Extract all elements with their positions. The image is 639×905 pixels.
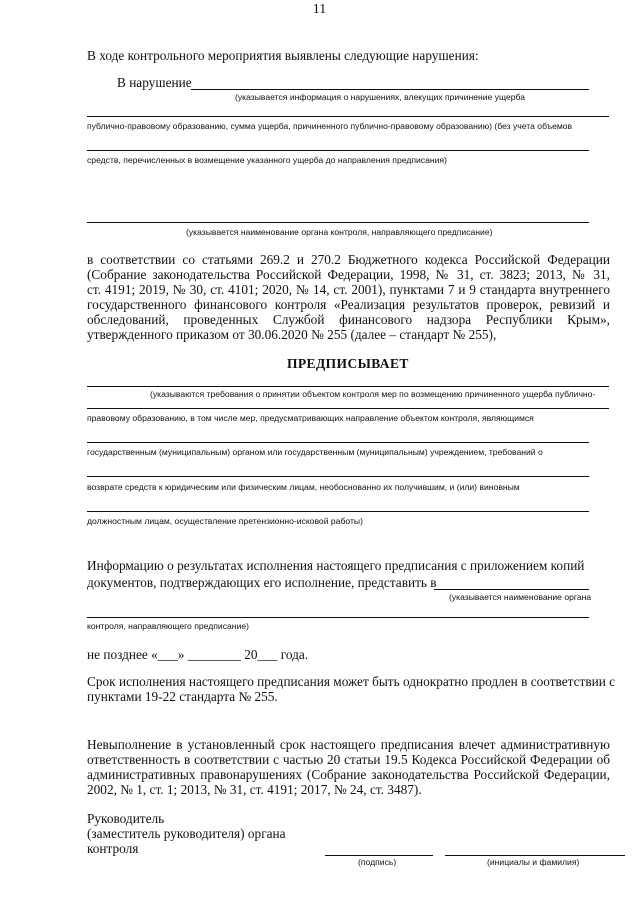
signatory-line: контроля	[87, 841, 139, 856]
fill-line	[87, 617, 589, 618]
violations-intro: В ходе контрольного мероприятия выявлены следующие нарушения:	[87, 48, 479, 63]
organ-fill-line	[434, 589, 589, 590]
organ-hint: (указывается наименование органа	[449, 592, 592, 602]
fill-line	[87, 442, 589, 443]
requirements-hint: возврате средств к юридическим или физическим лицам, необоснованно их получившим, и (или) виновным	[87, 482, 520, 492]
paragraph-line: Невыполнение в установленный срок настоящего предписания влечет административную	[87, 737, 610, 752]
paragraph-line: пунктами 19-22 стандарта № 255.	[87, 689, 278, 704]
paragraph-line: ст. 4191; 2019, № 30, ст. 4101; 2020, № 14, ст. 2001), пунктами 7 и 9 стандарта внутреннего	[87, 282, 610, 297]
info-line-1: Информацию о результатах исполнения настоящего предписания с приложением копий	[87, 558, 585, 573]
legal-basis-paragraph	[87, 252, 610, 342]
requirements-hint: правовому образованию, в том числе мер, предусматривающих направление объектом контроля, являющимся	[87, 413, 534, 423]
requirements-hint: государственным (муниципальным) органом или государственным (муниципальным) учреждением, требований о	[87, 447, 543, 457]
violation-hint: (указывается информация о нарушениях, влекущих причинение ущерба	[235, 92, 526, 102]
paragraph-line: административных правонарушениях (Собрание законодательства Российской Федерации,	[87, 767, 610, 782]
paragraph-line: ответственность в соответствии с частью 20 статьи 19.5 Кодекса Российской Федерации об	[87, 752, 610, 767]
violation-label: В нарушение	[117, 75, 192, 90]
organ-hint: контроля, направляющего предписание)	[87, 621, 249, 631]
fill-line	[87, 386, 609, 387]
initials-line	[445, 855, 625, 856]
paragraph-line: в соответствии со статьями 269.2 и 270.2 Бюджетного кодекса Российской Федерации	[87, 252, 610, 267]
liability-paragraph	[87, 737, 610, 797]
paragraph-line: 2002, № 1, ст. 1; 2013, № 31, ст. 4191; 2017, № 24, ст. 3487).	[87, 782, 422, 797]
fill-line	[87, 116, 609, 117]
signature-hint: (подпись)	[358, 857, 397, 867]
fill-line	[87, 222, 589, 223]
info-line-2: документов, подтверждающих его исполнение, представить в	[87, 575, 437, 590]
signatory-line: Руководитель	[87, 811, 165, 826]
paragraph-line: (Собрание законодательства Российской Федерации, 1998, № 31, ст. 3823; 2013, № 31,	[87, 267, 610, 282]
fill-line	[87, 476, 589, 477]
paragraph-line: обследований, проведенных Службой финансового надзора Республики Крым»,	[87, 312, 610, 327]
signature-line	[325, 855, 433, 856]
deadline: не позднее «___» ________ 20___ года.	[87, 647, 309, 662]
violation-hint: публично-правовому образованию, сумма ущерба, причиненного публично-правовому образованию) (без учета объемов	[87, 121, 573, 131]
requirements-hint: должностным лицам, осуществление претензионно-исковой работы)	[87, 516, 363, 526]
fill-line	[87, 511, 589, 512]
extension-paragraph	[87, 674, 616, 704]
signatory-line: (заместитель руководителя) органа	[87, 826, 286, 841]
paragraph-line: государственного финансового контроля «Реализация результатов проверок, ревизий и	[87, 297, 610, 312]
page-number: 11	[312, 2, 327, 17]
paragraph-line: Срок исполнения настоящего предписания может быть однократно продлен в соответствии с	[87, 674, 616, 689]
fill-line	[87, 408, 609, 409]
requirements-hint: (указываются требования о принятии объектом контроля мер по возмещению причиненного ущерба публично-	[150, 389, 596, 399]
violation-fill-line	[191, 89, 589, 90]
initials-hint: (инициалы и фамилия)	[487, 857, 580, 867]
violation-hint: средств, перечисленных в возмещение указанного ущерба до направления предписания)	[87, 155, 447, 165]
paragraph-line: утвержденного приказом от 30.06.2020 № 255 (далее – стандарт № 255),	[87, 327, 497, 342]
heading-prescribes: ПРЕДПИСЫВАЕТ	[287, 356, 409, 371]
fill-line	[87, 150, 589, 151]
control-body-hint: (указывается наименование органа контроля, направляющего предписание)	[186, 227, 493, 237]
